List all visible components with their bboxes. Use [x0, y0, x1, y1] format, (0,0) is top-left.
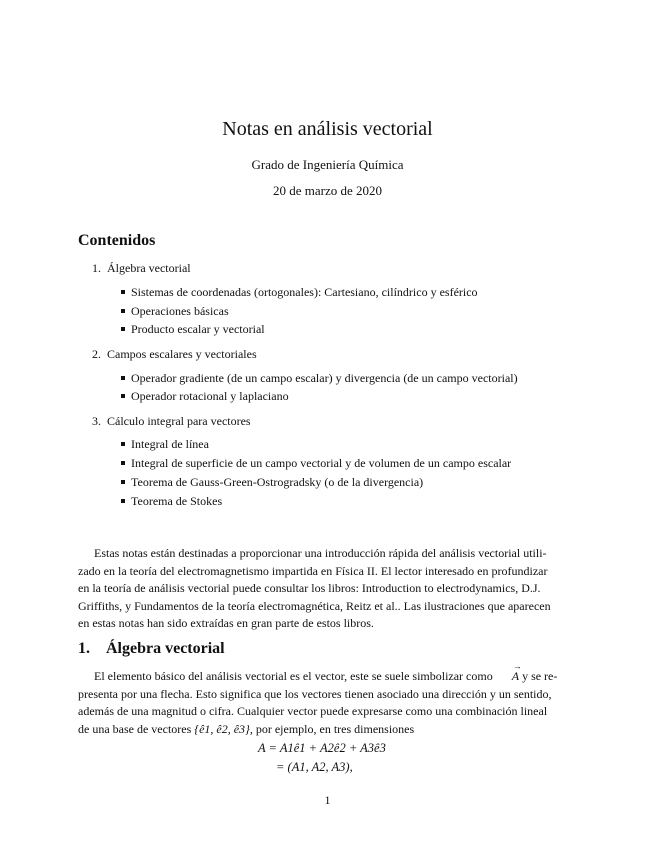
- toc-subitem: Sistemas de coordenadas (ortogonales): Cartesiano, cilíndrico y esférico: [131, 285, 478, 299]
- bullet-icon: [121, 480, 125, 484]
- section1-line1-tail: y se re-: [522, 669, 558, 683]
- toc-section-label: Campos escalares y vectoriales: [107, 347, 257, 361]
- contents-heading: Contenidos: [78, 232, 156, 249]
- equation: A = A1ê1 + A2ê2 + A3ê3: [258, 741, 386, 755]
- section-title: Álgebra vectorial: [106, 640, 225, 657]
- toc-subitem: Operador rotacional y laplaciano: [131, 389, 289, 403]
- equation-line: [258, 740, 386, 757]
- document-title: Notas en análisis vectorial: [222, 118, 433, 140]
- vector-symbol: → A: [496, 668, 519, 686]
- toc-section-label: Álgebra vectorial: [107, 261, 191, 275]
- section-number: 1.: [78, 640, 90, 657]
- section1-paragraph: [78, 668, 578, 738]
- section1-line: presenta por una flecha. Esto significa que los vectores tienen asociado una dirección y un sentido,: [78, 686, 552, 701]
- toc-subitem: Operaciones básicas: [131, 304, 229, 318]
- bullet-icon: [121, 394, 125, 398]
- toc-section-label: Cálculo integral para vectores: [107, 414, 251, 428]
- bullet-icon: [121, 290, 125, 294]
- toc-section-number: 3.: [92, 414, 101, 428]
- equation-line: [276, 759, 353, 776]
- intro-line: en la teoría de análisis vectorial puede consultar los libros: Introduction to electrodynamics, D.J.: [78, 581, 541, 595]
- bullet-icon: [121, 499, 125, 503]
- intro-paragraph: [78, 545, 578, 633]
- toc-subitem: Teorema de Gauss-Green-Ostrogradsky (o de la divergencia): [131, 475, 424, 489]
- toc-section-number: 1.: [92, 261, 101, 275]
- equation: = (A1, A2, A3),: [276, 760, 353, 774]
- toc-subitem: Producto escalar y vectorial: [131, 322, 265, 336]
- document-date: 20 de marzo de 2020: [272, 183, 383, 198]
- document-subtitle: Grado de Ingeniería Química: [251, 157, 404, 172]
- bullet-icon: [121, 309, 125, 313]
- section-heading: [78, 639, 225, 659]
- intro-line: en estas notas han sido extraídas en gran parte de estos libros.: [78, 616, 374, 630]
- section1-line: [78, 721, 578, 739]
- toc-subitem: Integral de superficie de un campo vectorial y de volumen de un campo escalar: [131, 456, 512, 470]
- intro-line: Estas notas están destinadas a proporcionar una introducción rápida del análisis vectorial utili-: [94, 546, 547, 560]
- section1-line4-tail: , por ejemplo, en tres dimensiones: [249, 721, 415, 736]
- toc-subitem: Operador gradiente (de un campo escalar) y divergencia (de un campo vectorial): [131, 371, 518, 385]
- bullet-icon: [121, 461, 125, 465]
- bullet-icon: [121, 327, 125, 331]
- section1-line4-text: de una base de vectores: [78, 721, 192, 736]
- toc-subitem: Integral de línea: [131, 437, 209, 451]
- bullet-icon: [121, 376, 125, 380]
- intro-line: zado en la teoría del electromagnetismo impartida en Física II. El lector interesado en profundizar: [78, 563, 548, 578]
- toc-section-number: 2.: [92, 347, 101, 361]
- page-number: 1: [324, 793, 331, 807]
- section1-line: además de una magnitud o cifra. Cualquier vector puede expresarse como una combinación lineal: [78, 704, 548, 718]
- section1-line: [78, 668, 578, 686]
- intro-line: Griffiths, y Fundamentos de la teoría electromagnética, Reitz et al.. Las ilustraciones que aparecen: [78, 598, 551, 613]
- toc-subitem: Teorema de Stokes: [131, 494, 223, 508]
- section1-line1-text: El elemento básico del análisis vectorial es el vector, este se suele simbolizar como: [94, 669, 493, 683]
- basis-set: {ê1, ê2, ê3}: [194, 721, 250, 736]
- bullet-icon: [121, 442, 125, 446]
